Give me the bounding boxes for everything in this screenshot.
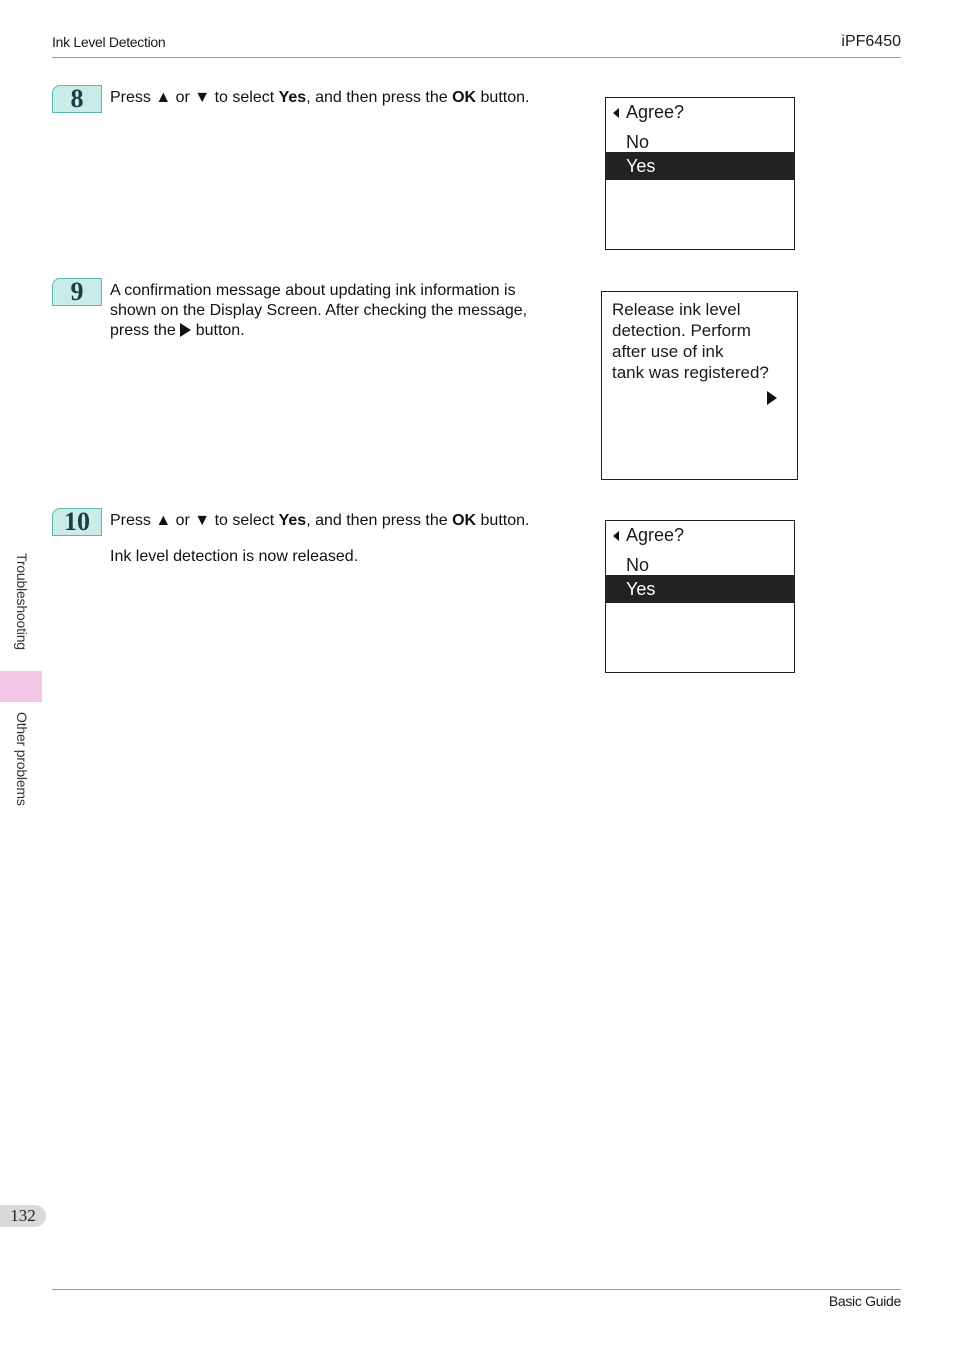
step-10-badge: 10 (52, 508, 102, 536)
step-10-ok-label: OK (452, 512, 477, 529)
step-10-display-screen (605, 520, 795, 673)
step-9-text-part: button. (191, 322, 245, 339)
lcd-agree-title: Agree? (626, 102, 685, 122)
lcd-message-line: detection. Perform (612, 321, 751, 340)
step-8-display-screen (605, 97, 795, 250)
step-8-ok-label: OK (452, 89, 477, 106)
step-10-text-part: Press ▲ or ▼ to select (110, 512, 279, 529)
back-arrow-icon (613, 108, 619, 118)
step-9-line: shown on the Display Screen. After checking the message, (110, 302, 528, 319)
next-arrow-icon (767, 391, 777, 405)
header-divider (52, 57, 901, 58)
lcd-message-line: Release ink level (612, 300, 741, 319)
lcd-option-no: No (626, 555, 650, 575)
step-9-line (110, 321, 527, 341)
step-10-instruction (110, 511, 529, 531)
step-9-badge: 9 (52, 278, 102, 306)
step-10-note: Ink level detection is now released. (110, 548, 359, 565)
step-9-line: A confirmation message about updating ink information is (110, 282, 516, 299)
lcd-option-yes: Yes (626, 156, 656, 176)
step-10-text-part: button. (476, 512, 530, 529)
side-tab-troubleshooting (12, 553, 32, 663)
lcd-option-yes: Yes (626, 579, 656, 599)
page-number: 132 (0, 1205, 46, 1227)
lcd-message-line: tank was registered? (612, 363, 769, 382)
step-8-badge: 8 (52, 85, 102, 113)
side-tab-other-problems (12, 712, 32, 822)
step-8-instruction (110, 88, 529, 108)
step-9-instruction (110, 281, 527, 341)
header-model-name: iPF6450 (841, 33, 901, 50)
step-8-text-part: button. (476, 89, 530, 106)
step-9-text-part: press the (110, 322, 181, 339)
footer-guide-title: Basic Guide (828, 1293, 901, 1309)
lcd-option-no: No (626, 132, 650, 152)
step-10-text-part: , and then press the (306, 512, 453, 529)
side-tab-other-problems-label: Other problems (14, 712, 30, 806)
back-arrow-icon (613, 531, 619, 541)
header-section-title: Ink Level Detection (52, 34, 166, 50)
side-tab-marker (0, 671, 42, 702)
side-tab-troubleshooting-label: Troubleshooting (14, 553, 30, 650)
footer-divider (52, 1289, 901, 1290)
step-10-yes-label: Yes (278, 512, 307, 529)
lcd-agree-title: Agree? (626, 525, 685, 545)
lcd-message-line: after use of ink (612, 342, 724, 361)
step-8-text-part: Press ▲ or ▼ to select (110, 89, 279, 106)
step-8-text-part: , and then press the (306, 89, 453, 106)
right-arrow-button-icon (180, 323, 191, 337)
step-8-yes-label: Yes (278, 89, 307, 106)
step-9-display-screen (601, 291, 798, 480)
